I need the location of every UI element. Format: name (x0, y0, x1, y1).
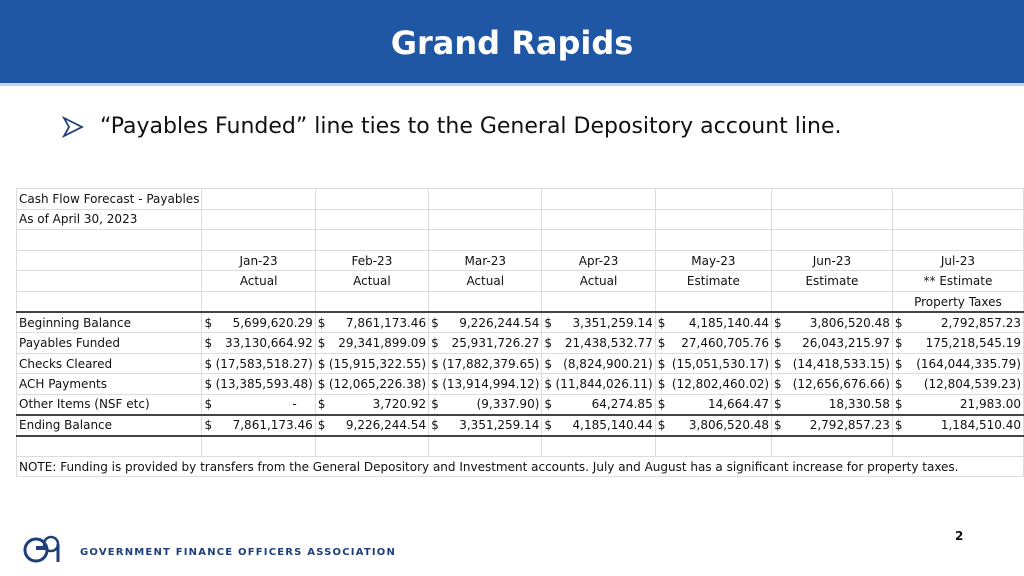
currency-symbol: $ (894, 335, 903, 350)
currency-symbol: $ (544, 315, 553, 330)
row-label: Ending Balance (17, 415, 202, 436)
table-row (17, 415, 1024, 436)
empty-cell (429, 189, 542, 210)
table-cell (315, 394, 428, 415)
currency-symbol: $ (317, 418, 326, 433)
bullet-text: “Payables Funded” line ties to the General Depository account line. (100, 114, 842, 139)
month-header: Jul-23 (892, 250, 1023, 271)
empty-cell (17, 291, 202, 312)
table-cell (772, 312, 893, 333)
note-text-row (17, 456, 1024, 477)
empty-cell (892, 189, 1023, 210)
table-cell (655, 312, 771, 333)
currency-symbol: $ (774, 418, 782, 433)
table-cell (429, 333, 542, 354)
cell-value: (164,044,335.79) (916, 356, 1021, 371)
table-cell (772, 394, 893, 415)
table-title-row (17, 189, 1024, 210)
empty-cell (772, 189, 893, 210)
empty-cell (17, 250, 202, 271)
table-cell (542, 353, 655, 374)
cell-value: (14,418,533.15) (792, 356, 890, 371)
currency-symbol: $ (657, 335, 666, 350)
status-label: ** Estimate (892, 271, 1023, 292)
table-cell (429, 415, 542, 436)
currency-symbol: $ (204, 335, 213, 350)
currency-symbol: $ (894, 418, 903, 433)
cell-value: (11,844,026.11) (555, 377, 653, 392)
cell-value: 2,792,857.23 (809, 418, 890, 433)
empty-cell (542, 291, 655, 312)
empty-cell (429, 436, 542, 457)
cell-value: 3,806,520.48 (688, 418, 770, 433)
empty-cell (17, 271, 202, 292)
cell-value: 175,218,545.19 (925, 335, 1021, 350)
cell-value: 21,983.00 (959, 397, 1021, 412)
cell-value: 1,184,510.40 (940, 418, 1021, 433)
cell-value: (15,915,322.55) (328, 356, 427, 371)
currency-symbol: $ (894, 356, 903, 371)
currency-symbol: $ (657, 356, 666, 371)
cell-value: 7,861,173.46 (345, 315, 427, 330)
currency-symbol: $ (431, 356, 439, 371)
table-cell (772, 333, 893, 354)
currency-symbol: $ (431, 315, 439, 330)
cell-value: 14,664.47 (707, 397, 770, 412)
empty-cell (315, 291, 428, 312)
table-cell (315, 333, 428, 354)
empty-cell (315, 209, 428, 230)
table-cell (655, 415, 771, 436)
currency-symbol: $ (774, 377, 782, 392)
cell-value: (9,337.90) (476, 397, 540, 412)
cell-value: (15,051,530.17) (671, 356, 770, 371)
table-cell (892, 353, 1023, 374)
empty-cell (655, 436, 771, 457)
table-cell (542, 374, 655, 395)
currency-symbol: $ (894, 377, 903, 392)
empty-cell (202, 436, 315, 457)
status-label: Actual (542, 271, 655, 292)
table-cell (429, 394, 542, 415)
status-row (17, 271, 1024, 292)
spacer-row (17, 436, 1024, 457)
empty-cell (17, 230, 202, 251)
cell-value: 29,341,899.09 (338, 335, 427, 350)
currency-symbol: $ (774, 356, 782, 371)
empty-cell (202, 209, 315, 230)
empty-cell (315, 436, 428, 457)
spacer-row (17, 230, 1024, 251)
table-row (17, 374, 1024, 395)
row-label: Checks Cleared (17, 353, 202, 374)
currency-symbol: $ (657, 377, 666, 392)
table-cell (542, 333, 655, 354)
empty-cell (429, 291, 542, 312)
cell-value: 64,274.85 (591, 397, 653, 412)
cell-value: 7,861,173.46 (232, 418, 313, 433)
note-row (17, 291, 1024, 312)
currency-symbol: $ (204, 356, 213, 371)
month-header: Jun-23 (772, 250, 893, 271)
table-cell (202, 394, 315, 415)
row-label: Beginning Balance (17, 312, 202, 333)
table-row (17, 333, 1024, 354)
empty-cell (655, 230, 771, 251)
currency-symbol: $ (657, 315, 666, 330)
empty-cell (772, 436, 893, 457)
cell-value: 3,351,259.14 (459, 418, 540, 433)
empty-cell (772, 291, 893, 312)
cell-value: (12,656,676.66) (792, 377, 890, 392)
organization-name: GOVERNMENT FINANCE OFFICERS ASSOCIATION (80, 547, 397, 558)
table-cell (772, 415, 893, 436)
table-cell (202, 333, 315, 354)
currency-symbol: $ (657, 397, 666, 412)
empty-cell (542, 189, 655, 210)
currency-symbol: $ (431, 397, 439, 412)
cell-value: 4,185,140.44 (572, 418, 653, 433)
currency-symbol: $ (544, 335, 553, 350)
cell-value: 4,185,140.44 (688, 315, 770, 330)
empty-cell (772, 209, 893, 230)
table-cell (892, 374, 1023, 395)
empty-cell (772, 230, 893, 251)
cell-value: 3,806,520.48 (809, 315, 890, 330)
table-cell (315, 415, 428, 436)
empty-cell (892, 230, 1023, 251)
currency-symbol: $ (544, 397, 553, 412)
currency-symbol: $ (544, 377, 553, 392)
table-cell (655, 333, 771, 354)
empty-cell (655, 291, 771, 312)
empty-cell (542, 230, 655, 251)
cell-value: 5,699,620.29 (232, 315, 313, 330)
currency-symbol: $ (894, 315, 903, 330)
cell-value: 33,130,664.92 (224, 335, 313, 350)
status-label: Estimate (772, 271, 893, 292)
currency-symbol: $ (431, 377, 439, 392)
currency-symbol: $ (657, 418, 666, 433)
currency-symbol: $ (431, 418, 439, 433)
table-cell (542, 312, 655, 333)
empty-cell (429, 209, 542, 230)
empty-cell (892, 209, 1023, 230)
property-taxes-label: Property Taxes (892, 291, 1023, 312)
as-of-date: As of April 30, 2023 (17, 209, 202, 230)
table-cell (202, 415, 315, 436)
currency-symbol: $ (544, 356, 553, 371)
gfoa-logo-icon (22, 530, 64, 572)
cell-value: (13,385,593.48) (215, 377, 313, 392)
cell-value: (17,882,379.65) (442, 356, 540, 371)
currency-symbol: $ (317, 356, 326, 371)
currency-symbol: $ (774, 397, 782, 412)
cell-value: 3,351,259.14 (572, 315, 653, 330)
cell-value: 27,460,705.76 (681, 335, 770, 350)
table-row (17, 312, 1024, 333)
table-cell (542, 415, 655, 436)
currency-symbol: $ (204, 315, 213, 330)
row-label: ACH Payments (17, 374, 202, 395)
empty-cell (542, 209, 655, 230)
cell-value: 9,226,244.54 (345, 418, 427, 433)
cell-value: 2,792,857.23 (940, 315, 1021, 330)
table-cell (202, 374, 315, 395)
empty-cell (17, 436, 202, 457)
table-row (17, 394, 1024, 415)
cell-value: (17,583,518.27) (215, 356, 313, 371)
month-header: Feb-23 (315, 250, 428, 271)
status-label: Actual (429, 271, 542, 292)
status-label: Actual (202, 271, 315, 292)
currency-symbol: $ (317, 335, 326, 350)
currency-symbol: $ (317, 315, 326, 330)
month-header: May-23 (655, 250, 771, 271)
currency-symbol: $ (204, 397, 213, 412)
table-cell (429, 312, 542, 333)
empty-cell (655, 189, 771, 210)
table-cell (655, 394, 771, 415)
bullet-point (62, 114, 842, 139)
currency-symbol: $ (204, 377, 213, 392)
empty-cell (429, 230, 542, 251)
table-title: Cash Flow Forecast - Payables (17, 189, 202, 210)
as-of-row (17, 209, 1024, 230)
table-cell (892, 415, 1023, 436)
table-cell (315, 353, 428, 374)
cash-flow-table (16, 188, 1024, 477)
table-cell (655, 353, 771, 374)
table-cell (429, 374, 542, 395)
table-cell (315, 374, 428, 395)
row-label: Other Items (NSF etc) (17, 394, 202, 415)
empty-cell (315, 189, 428, 210)
cell-value: (12,804,539.23) (923, 377, 1021, 392)
table-cell (542, 394, 655, 415)
cell-value: 26,043,215.97 (802, 335, 890, 350)
currency-symbol: $ (204, 418, 213, 433)
cell-value: (13,914,994.12) (442, 377, 540, 392)
cell-value: (12,802,460.02) (671, 377, 770, 392)
currency-symbol: $ (894, 397, 903, 412)
currency-symbol: $ (774, 335, 782, 350)
currency-symbol: $ (431, 335, 439, 350)
currency-symbol: $ (544, 418, 553, 433)
table-cell (772, 353, 893, 374)
cell-value: 18,330.58 (828, 397, 890, 412)
cell-value: 3,720.92 (372, 397, 427, 412)
table-cell (892, 333, 1023, 354)
empty-cell (892, 436, 1023, 457)
cell-value: - (292, 397, 297, 412)
currency-symbol: $ (317, 377, 326, 392)
table-row (17, 353, 1024, 374)
slide-title: Grand Rapids (390, 24, 634, 62)
footnote: NOTE: Funding is provided by transfers from the General Depository and Investment accounts. July and August has a significant increase for property taxes. (17, 456, 1024, 477)
page-number: 2 (955, 529, 964, 543)
cell-value: 9,226,244.54 (459, 315, 540, 330)
cell-value: 25,931,726.27 (451, 335, 540, 350)
cell-value: (8,824,900.21) (563, 356, 653, 371)
empty-cell (202, 230, 315, 251)
table-cell (315, 312, 428, 333)
month-header: Apr-23 (542, 250, 655, 271)
table-cell (655, 374, 771, 395)
table-cell (892, 312, 1023, 333)
cell-value: 21,438,532.77 (564, 335, 653, 350)
table-cell (892, 394, 1023, 415)
month-header-row (17, 250, 1024, 271)
status-label: Actual (315, 271, 428, 292)
cell-value: (12,065,226.38) (328, 377, 427, 392)
month-header: Mar-23 (429, 250, 542, 271)
table-cell (202, 312, 315, 333)
empty-cell (315, 230, 428, 251)
empty-cell (542, 436, 655, 457)
status-label: Estimate (655, 271, 771, 292)
row-label: Payables Funded (17, 333, 202, 354)
empty-cell (655, 209, 771, 230)
title-banner (0, 0, 1024, 86)
table-cell (202, 353, 315, 374)
month-header: Jan-23 (202, 250, 315, 271)
empty-cell (202, 291, 315, 312)
currency-symbol: $ (774, 315, 782, 330)
table-cell (772, 374, 893, 395)
arrow-bullet-icon (62, 116, 84, 138)
currency-symbol: $ (317, 397, 326, 412)
table-cell (429, 353, 542, 374)
empty-cell (202, 189, 315, 210)
